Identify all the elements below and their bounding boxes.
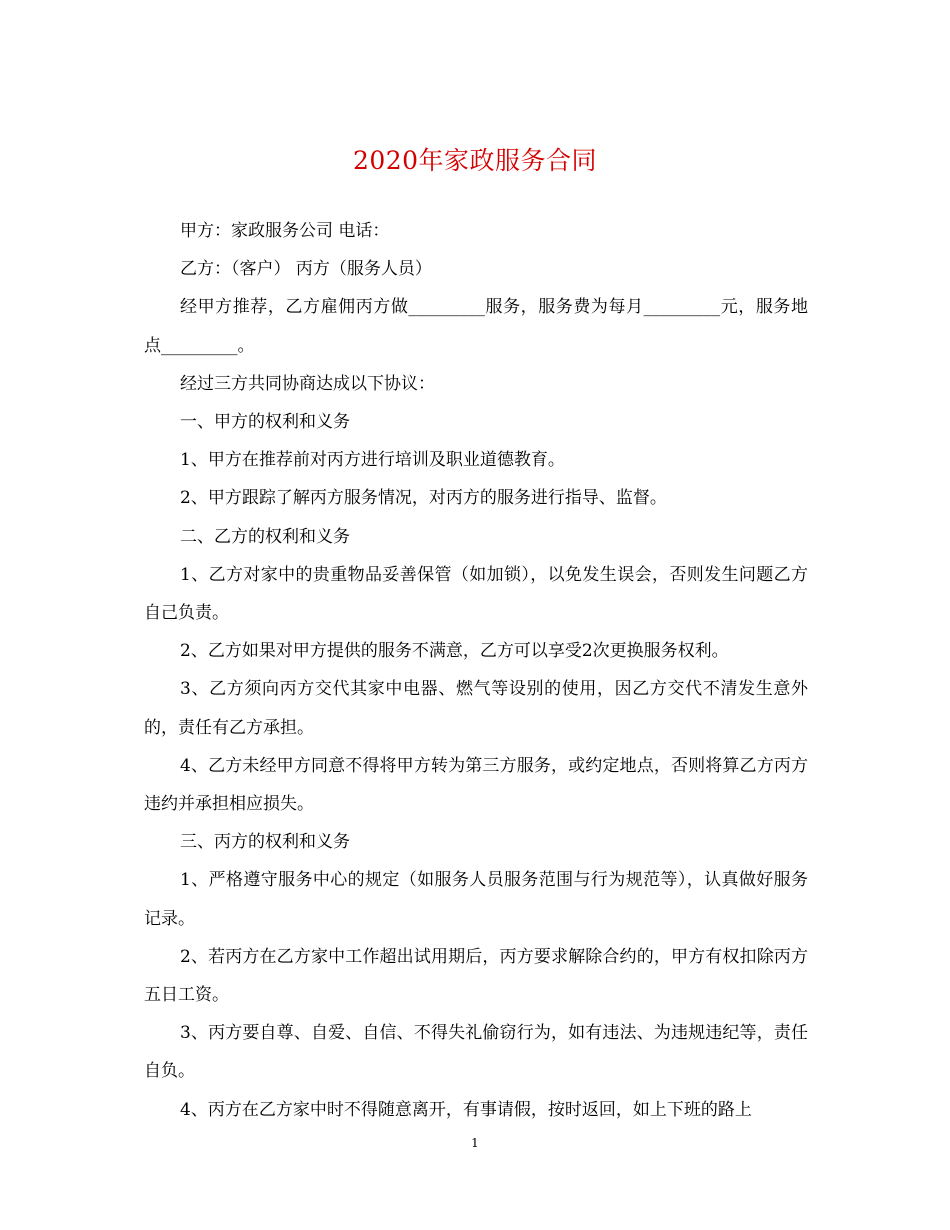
page-number: 1 [471, 1136, 479, 1150]
document-body [144, 212, 808, 1129]
party-b-c-line: 乙方：（客户） 丙方（服务人员） [180, 259, 432, 280]
clause-b-3: 3、乙方须向丙方交代其家中电器、燃气等设别的使用，因乙方交代不清发生意外的，责任有乙方承担。 [144, 679, 808, 738]
clause-b-2: 2、乙方如果对甲方提供的服务不满意，乙方可以享受2次更换服务权利。 [180, 641, 729, 662]
section-heading-party-b: 二、乙方的权利和义务 [180, 526, 350, 547]
clause-a-1: 1、甲方在推荐前对丙方进行培训及职业道德教育。 [180, 450, 565, 471]
clause-c-3: 3、丙方要自尊、自爱、自信、不得失礼偷窃行为，如有违法、为违规违纪等，责任自负。 [144, 1023, 808, 1082]
clause-c-4: 4、丙方在乙方家中时不得随意离开，有事请假，按时返回，如上下班的路上 [180, 1099, 752, 1120]
party-a-line: 甲方：家政服务公司 电话： [180, 221, 390, 241]
service-terms-paragraph: 经甲方推荐，乙方雇佣丙方做_________服务，服务费为每月_________元，服务地点_________。 [144, 297, 808, 356]
clause-a-2: 2、甲方跟踪了解丙方服务情况，对丙方的服务进行指导、监督。 [180, 488, 667, 509]
document-title: 2020年家政服务合同 [352, 146, 598, 175]
clause-b-4: 4、乙方未经甲方同意不得将甲方转为第三方服务，或约定地点，否则将算乙方丙方违约并承担相应损失。 [144, 755, 808, 815]
clause-c-2: 2、若丙方在乙方家中工作超出试用期后，丙方要求解除合约的，甲方有权扣除丙方五日工资。 [144, 946, 808, 1006]
section-heading-party-c: 三、丙方的权利和义务 [180, 832, 350, 853]
agreement-intro: 经过三方共同协商达成以下协议： [180, 373, 435, 394]
clause-c-1: 1、严格遵守服务中心的规定（如服务人员服务范围与行为规范等），认真做好服务记录。 [144, 870, 808, 929]
section-heading-party-a: 一、甲方的权利和义务 [180, 412, 350, 433]
clause-b-1: 1、乙方对家中的贵重物品妥善保管（如加锁），以免发生误会，否则发生问题乙方自己负责。 [144, 564, 808, 624]
